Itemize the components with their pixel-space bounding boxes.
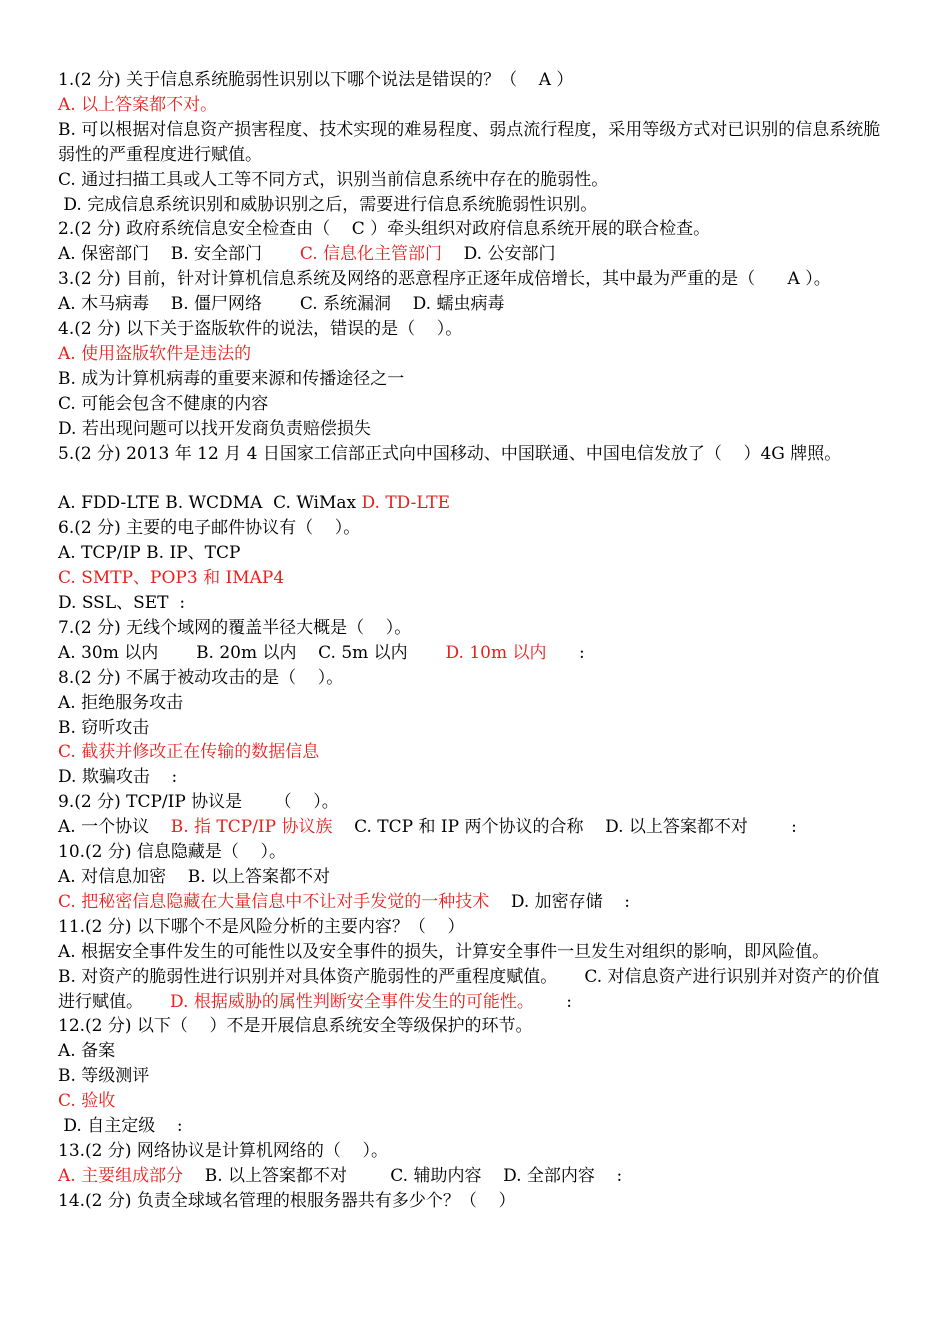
text-line [58,865,892,890]
text-line [58,267,892,292]
text-line [58,915,892,940]
question-text: D. 欺骗攻击 : [58,767,178,788]
answer-text: C. SMTP、POP3 和 IMAP4 [58,568,285,589]
question-text: : [533,991,573,1012]
text-line [58,790,892,815]
text-line [58,168,892,193]
question-text: 5.(2 分) 2013 年 12 月 4 日国家工信部正式向中国移动、中国联通、中国电信发放了（ ）4G 牌照。 [58,443,842,464]
question-text: 4.(2 分) 以下关于盗版软件的说法，错误的是（ ）。 [58,319,463,340]
question-text: B. 以上答案都不对 C. 辅助内容 D. 全部内容 : [183,1165,623,1186]
text-line [58,516,892,541]
text-line [58,292,892,317]
question-text: D. SSL、SET : [58,593,186,614]
answer-text: A. 以上答案都不对。 [58,94,218,115]
text-line [58,591,892,616]
text-line [58,317,892,342]
text-line [58,1139,892,1164]
question-text: A. 木马病毒 B. 僵尸网络 C. 系统漏洞 D. 蠕虫病毒 [58,294,505,315]
text-line [58,68,892,93]
question-text: B. 可以根据对信息资产损害程度、技术实现的难易程度、弱点流行程度，采用等级方式对已识别的信息系统脆弱性的严重程度进行赋值。 [58,119,881,165]
text-line [58,442,892,467]
answer-text: B. 指 TCP/IP 协议族 [170,817,333,838]
text-line [58,840,892,865]
question-text: A. 对信息加密 B. 以上答案都不对 [58,866,330,887]
question-text: C. 通过扫描工具或人工等不同方式，识别当前信息系统中存在的脆弱性。 [58,169,609,190]
text-line [58,342,892,367]
question-text: 3.(2 分) 目前，针对计算机信息系统及网络的恶意程序正逐年成倍增长，其中最为严重的是（ A ）。 [58,269,831,290]
question-text: 8.(2 分) 不属于被动攻击的是（ ）。 [58,667,344,688]
question-text: D. 自主定级 : [58,1116,183,1137]
answer-text: C. 把秘密信息隐藏在大量信息中不让对手发觉的一种技术 [58,891,490,912]
question-text: 10.(2 分) 信息隐藏是（ ）。 [58,842,287,863]
document-body [58,68,892,1214]
question-text: 13.(2 分) 网络协议是计算机网络的（ ）。 [58,1140,389,1161]
text-line [58,641,892,666]
text-line [58,691,892,716]
text-line [58,740,892,765]
text-line [58,193,892,218]
question-text: A. FDD-LTE B. WCDMA C. WiMax [58,493,362,514]
answer-text: D. TD-LTE [361,493,451,514]
question-text: 9.(2 分) TCP/IP 协议是 （ ）。 [58,792,339,813]
question-text: : [546,642,585,663]
question-text: 11.(2 分) 以下哪个不是风险分析的主要内容？（ ） [58,916,465,937]
question-text: 12.(2 分) 以下（ ）不是开展信息系统安全等级保护的环节。 [58,1016,533,1037]
question-text: C. TCP 和 IP 两个协议的合称 D. 以上答案都不对 : [332,817,797,838]
text-line [58,1039,892,1064]
blank-line [58,467,892,492]
text-line [58,392,892,417]
question-text: A. 根据安全事件发生的可能性以及安全事件的损失，计算安全事件一旦发生对组织的影响，即风险值。 [58,941,830,962]
text-line [58,815,892,840]
question-text: B. 等级测评 [58,1066,150,1087]
question-text: C. 可能会包含不健康的内容 [58,393,269,414]
question-text: A. 一个协议 [58,817,171,838]
text-line [58,1014,892,1039]
text-line [58,1114,892,1139]
question-text: D. 公安部门 [442,244,556,265]
question-text: A. 30m 以内 B. 20m 以内 C. 5m 以内 [58,642,446,663]
text-line [58,1164,892,1189]
text-line [58,417,892,442]
question-text: B. 对资产的脆弱性进行识别并对具体资产脆弱性的严重程度赋值。 C. 对信息资产进行识别并对资产的价值进行赋值。 [58,966,880,1012]
question-text: D. 完成信息系统识别和威胁识别之后，需要进行信息系统脆弱性识别。 [58,194,598,215]
question-text: 2.(2 分) 政府系统信息安全检查由（ C ）牵头组织对政府信息系统开展的联合检查。 [58,219,711,240]
text-line [58,541,892,566]
text-line [58,242,892,267]
question-text: D. 若出现问题可以找开发商负责赔偿损失 [58,418,371,439]
answer-text: D. 根据威胁的属性判断安全事件发生的可能性。 [170,991,534,1012]
answer-text: C. 信息化主管部门 [299,244,443,265]
question-text: 6.(2 分) 主要的电子邮件协议有（ ）。 [58,518,361,539]
question-text: A. 备案 [58,1041,116,1062]
answer-text: D. 10m 以内 [445,642,547,663]
text-line [58,566,892,591]
text-line [58,765,892,790]
question-text: A. TCP/IP B. IP、TCP [58,543,241,564]
text-line [58,367,892,392]
question-text: 14.(2 分) 负责全球域名管理的根服务器共有多少个？（ ） [58,1190,516,1211]
text-line [58,217,892,242]
text-line [58,666,892,691]
question-text: A. 拒绝服务攻击 [58,692,184,713]
answer-text: A. 主要组成部分 [58,1165,184,1186]
question-text: 1.(2 分) 关于信息系统脆弱性识别以下哪个说法是错误的？（ A ） [58,70,574,90]
text-line [58,491,892,516]
question-text: 7.(2 分) 无线个域网的覆盖半径大概是（ ）。 [58,617,412,638]
question-text: B. 成为计算机病毒的重要来源和传播途径之一 [58,368,405,389]
text-line [58,716,892,741]
question-text: A. 保密部门 B. 安全部门 [58,244,300,265]
text-line [58,940,892,965]
question-text: D. 加密存储 : [489,891,631,912]
text-line [58,1089,892,1114]
text-line [58,1189,892,1214]
text-line [58,118,892,168]
text-line [58,965,892,1015]
question-text: B. 窃听攻击 [58,717,150,738]
text-line [58,890,892,915]
answer-text: C. 截获并修改正在传输的数据信息 [58,742,320,763]
answer-text: A. 使用盗版软件是违法的 [58,343,252,364]
answer-text: C. 验收 [58,1091,116,1112]
text-line [58,93,892,118]
text-line [58,1064,892,1089]
text-line [58,616,892,641]
